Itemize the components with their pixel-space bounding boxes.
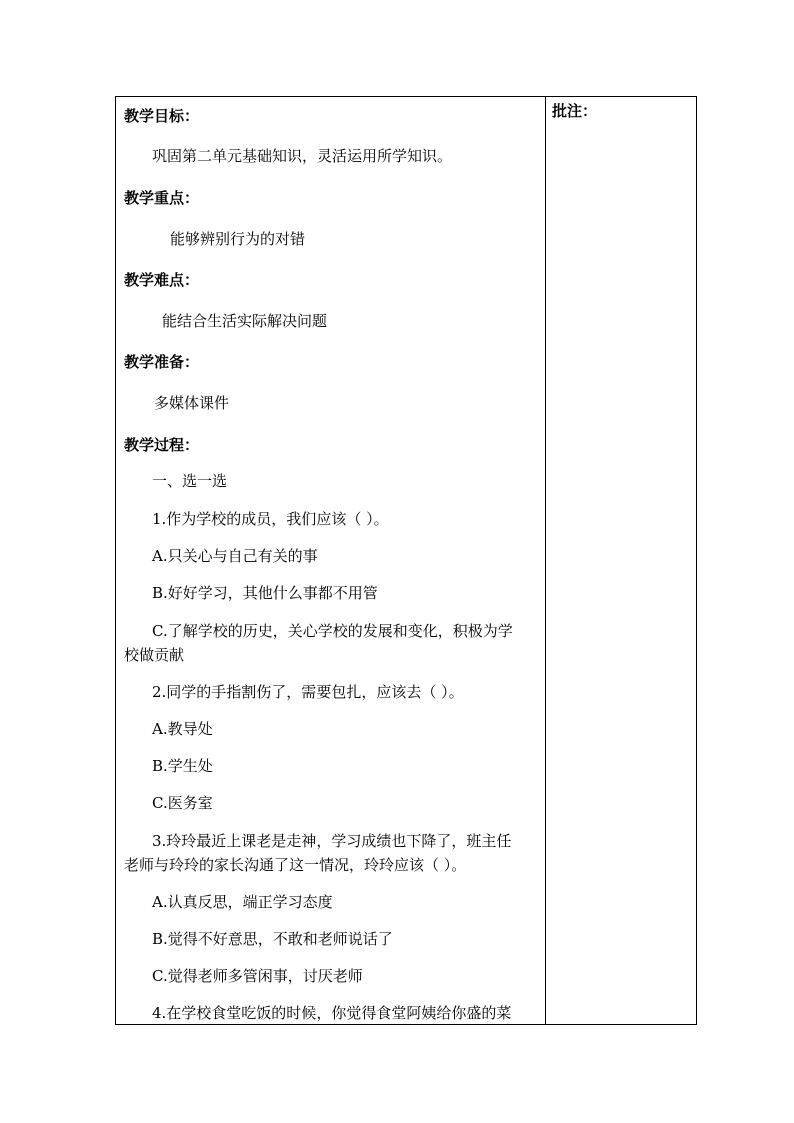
q3-option-c: C.觉得老师多管闲事，讨厌老师 [152,967,363,985]
q1-option-a: A.只关心与自己有关的事 [152,547,318,565]
key-points-heading: 教学重点： [124,189,200,207]
key-points-text: 能够辨别行为的对错 [170,230,306,248]
q1-option-c-line2: 校做贡献 [124,646,185,664]
objectives-text: 巩固第二单元基础知识，灵活运用所学知识。 [152,147,453,165]
lesson-plan-table [115,96,697,1025]
difficulties-heading: 教学难点： [124,271,200,289]
q1-stem: 1.作为学校的成员，我们应该（ ）。 [152,510,389,528]
section-title: 一、选一选 [152,472,228,490]
q2-option-a: A.教导处 [152,720,213,738]
q4-stem-line1: 4.在学校食堂吃饭的时候，你觉得食堂阿姨给你盛的菜 [152,1004,512,1022]
lesson-content-column [116,97,545,1024]
q1-option-c-line1: C.了解学校的历史，关心学校的发展和变化，积极为学 [152,622,513,640]
q2-option-b: B.学生处 [152,757,213,775]
preparation-heading: 教学准备： [124,353,200,371]
q1-option-b: B.好好学习，其他什么事都不用管 [152,584,378,602]
process-heading: 教学过程： [124,436,200,454]
q3-option-a: A.认真反思，端正学习态度 [152,893,333,911]
q2-option-c: C.医务室 [152,794,213,812]
q3-option-b: B.觉得不好意思，不敢和老师说话了 [152,930,393,948]
notes-label: 批注： [552,102,598,120]
q3-stem-line1: 3.玲玲最近上课老是走神，学习成绩也下降了，班主任 [152,832,512,850]
q2-stem: 2.同学的手指割伤了，需要包扎，应该去（ ）。 [152,683,464,701]
difficulties-text: 能结合生活实际解决问题 [162,312,328,330]
preparation-text: 多媒体课件 [154,394,230,412]
q3-stem-line2: 老师与玲玲的家长沟通了这一情况，玲玲应该（ ）。 [124,856,467,874]
notes-column [546,97,696,1024]
objectives-heading: 教学目标： [124,107,200,125]
